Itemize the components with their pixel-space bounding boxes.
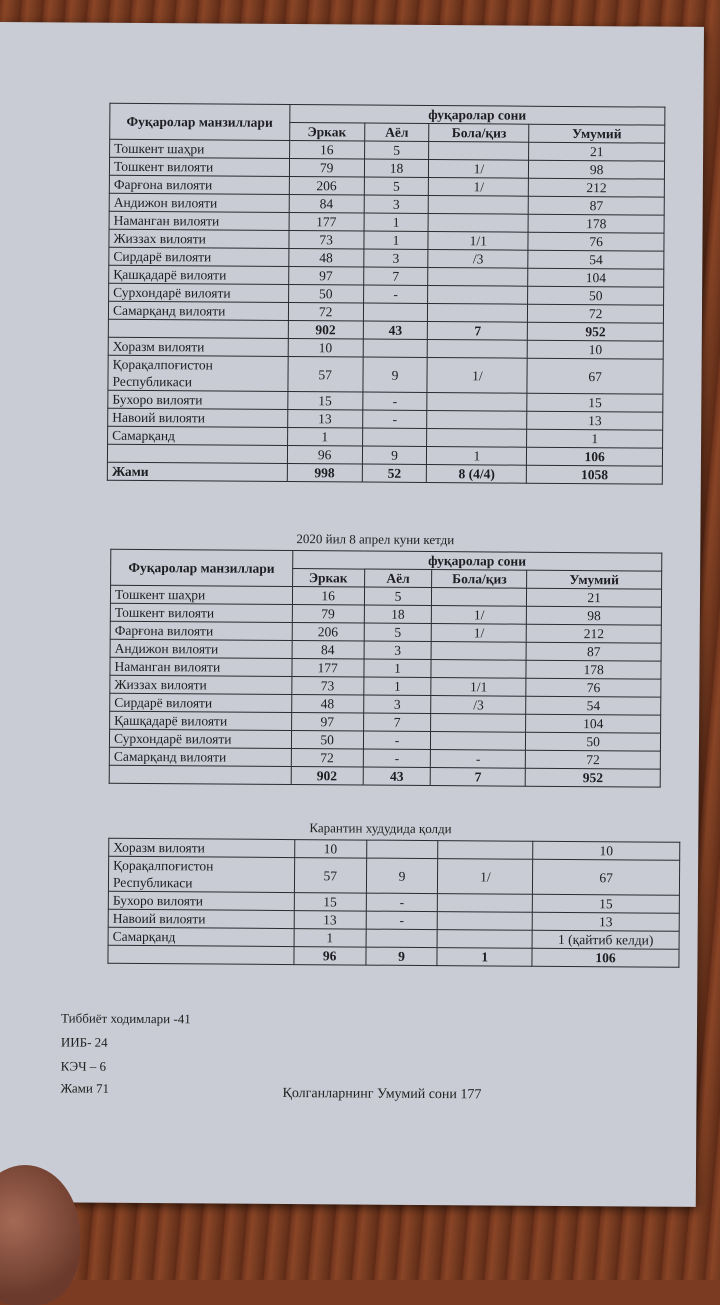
count-cell: 54 [528, 250, 664, 269]
count-cell: 1/ [427, 357, 527, 393]
count-cell [428, 267, 528, 286]
citizens-table-departed [109, 549, 663, 788]
count-cell [363, 303, 428, 321]
count-cell: 1/ [429, 177, 529, 196]
count-cell: 76 [528, 232, 664, 251]
count-cell: 43 [363, 321, 428, 339]
region-cell: Самарқанд вилояти [109, 747, 291, 766]
count-cell: 98 [527, 606, 662, 625]
count-cell: 79 [289, 159, 364, 178]
count-cell: 87 [526, 642, 661, 661]
count-cell: 87 [528, 196, 664, 215]
count-cell: 9 [366, 858, 438, 894]
count-cell: 13 [294, 911, 366, 930]
count-cell: 902 [288, 321, 363, 340]
region-cell: Навоий вилояти [108, 408, 288, 427]
region-cell: Хоразм вилояти [108, 337, 288, 356]
count-cell: 73 [289, 231, 364, 250]
col-total: Умумий [529, 124, 665, 143]
header-addresses: Фуқаролар манзиллари [111, 549, 293, 586]
table-row [108, 945, 679, 967]
region-cell [107, 444, 287, 463]
count-cell: 97 [291, 713, 363, 732]
count-cell: 50 [291, 731, 363, 750]
count-cell: 13 [287, 410, 362, 429]
region-cell: Фарғона вилояти [109, 175, 289, 194]
count-cell [366, 840, 438, 859]
count-cell: 43 [363, 767, 431, 785]
caption-quarantine: Карантин худудида қолди [309, 820, 452, 837]
col-male: Эркак [292, 569, 364, 588]
count-cell [438, 894, 533, 913]
region-cell: Хоразм вилояти [109, 838, 295, 857]
count-cell: 18 [364, 159, 429, 177]
region-cell: Самарқанд [108, 426, 288, 445]
count-cell: 902 [291, 767, 363, 786]
count-cell: 7 [363, 713, 431, 731]
count-cell: 998 [287, 464, 362, 483]
caption-departed: 2020 йил 8 апрел куни кетди [296, 531, 455, 548]
count-cell: 3 [363, 249, 428, 267]
count-cell [429, 195, 529, 214]
table-row [108, 355, 663, 394]
count-cell: 67 [533, 859, 680, 895]
count-cell: 21 [527, 588, 662, 607]
count-cell [428, 339, 528, 358]
count-cell [427, 392, 527, 411]
count-cell [362, 428, 427, 446]
region-cell: Тошкент шаҳри [110, 585, 292, 604]
region-cell: Наманган вилояти [109, 211, 289, 230]
count-cell: 54 [526, 696, 661, 715]
count-cell [429, 141, 529, 160]
count-cell: 13 [532, 912, 679, 931]
count-cell: 104 [526, 714, 661, 733]
count-cell: - [431, 750, 526, 769]
region-cell: Жиззах вилояти [110, 675, 292, 694]
count-cell: - [366, 893, 438, 912]
citizens-table-quarantine [107, 838, 680, 968]
count-cell: /3 [428, 249, 528, 268]
count-cell: 5 [364, 177, 429, 195]
count-cell: 72 [291, 749, 363, 768]
region-cell: Фарғона вилояти [110, 621, 292, 640]
count-cell: 15 [288, 392, 363, 411]
count-cell: 48 [289, 249, 364, 268]
count-cell: 952 [528, 322, 664, 341]
count-cell: 84 [289, 195, 364, 214]
region-cell: Андижон вилояти [109, 193, 289, 212]
count-cell: - [362, 392, 427, 410]
count-cell: 10 [288, 339, 363, 358]
count-cell [438, 841, 533, 860]
region-cell: Бухоро вилояти [108, 891, 294, 910]
count-cell: 212 [529, 178, 665, 197]
col-children: Бола/қиз [429, 123, 529, 142]
count-cell: 10 [533, 841, 680, 860]
region-cell [108, 319, 288, 338]
count-cell: 952 [525, 768, 660, 787]
count-cell: 72 [288, 303, 363, 322]
count-cell: 57 [288, 357, 363, 393]
note-police: ИИБ- 24 [60, 1034, 108, 1050]
count-cell: 7 [431, 768, 526, 787]
count-cell: 48 [291, 695, 363, 714]
count-cell: - [363, 285, 428, 303]
count-cell: 7 [428, 321, 528, 340]
region-cell: Тошкент вилояти [109, 157, 289, 176]
region-cell: Тошкент вилояти [110, 603, 292, 622]
count-cell: 10 [527, 340, 663, 359]
count-cell: 1 [364, 231, 429, 249]
count-cell: 5 [364, 623, 432, 641]
region-cell: Қашқадарё вилояти [109, 265, 289, 284]
region-cell: Жами [107, 462, 287, 481]
count-cell: 15 [533, 894, 680, 913]
count-cell [428, 303, 528, 322]
count-cell: - [363, 731, 431, 749]
count-cell: 1 [287, 428, 362, 447]
region-cell: Бухоро вилояти [108, 390, 288, 409]
count-cell: 1 [427, 446, 527, 465]
region-cell: Қорақалпоғистон Республикаси [108, 856, 294, 892]
count-cell: 84 [292, 641, 364, 660]
count-cell: 96 [287, 446, 362, 465]
count-cell: 3 [364, 641, 432, 659]
count-cell: 16 [289, 141, 364, 160]
count-cell: 96 [294, 947, 366, 966]
note-staff-total: Жами 71 [60, 1080, 110, 1096]
count-cell: 1/ [429, 159, 529, 178]
count-cell: 10 [294, 840, 366, 859]
count-cell: 1058 [527, 465, 663, 484]
count-cell: - [362, 410, 427, 428]
count-cell: 98 [529, 160, 665, 179]
region-cell [108, 945, 294, 964]
count-cell: 106 [532, 948, 679, 967]
region-cell: Андижон вилояти [110, 639, 292, 658]
count-cell: 50 [288, 285, 363, 304]
count-cell: 106 [527, 447, 663, 466]
count-cell: 3 [363, 695, 431, 713]
region-cell: Сирдарё вилояти [110, 693, 292, 712]
header-citizens-count: фуқаролар сони [292, 551, 661, 572]
region-cell: Сурхондарё вилояти [109, 729, 291, 748]
count-cell: 52 [362, 464, 427, 482]
col-total: Умумий [527, 570, 662, 589]
count-cell: 178 [528, 214, 664, 233]
count-cell: 57 [294, 858, 366, 894]
region-cell: Сурхондарё вилояти [109, 283, 289, 302]
count-cell: 73 [291, 677, 363, 696]
count-cell: 16 [292, 587, 364, 606]
count-cell [438, 912, 533, 931]
count-cell [432, 588, 527, 607]
count-cell: 9 [362, 446, 427, 464]
count-cell [438, 930, 533, 949]
count-cell: 206 [289, 177, 364, 196]
table-row [108, 856, 679, 895]
count-cell: 1/ [432, 606, 527, 625]
col-children: Бола/қиз [432, 570, 527, 589]
count-cell: 104 [528, 268, 664, 287]
count-cell: 1 [363, 677, 431, 695]
count-cell [429, 213, 529, 232]
count-cell: 177 [292, 659, 364, 678]
count-cell: 1 [294, 929, 366, 948]
count-cell: 67 [527, 358, 663, 394]
note-kech: КЭЧ – 6 [60, 1058, 107, 1074]
col-female: Аёл [364, 123, 429, 141]
region-cell: Наманган вилояти [110, 657, 292, 676]
count-cell: 1/ [438, 859, 533, 895]
count-cell: 178 [526, 660, 661, 679]
table-row [107, 462, 662, 484]
count-cell: 9 [366, 947, 438, 966]
count-cell: 15 [527, 393, 663, 412]
count-cell: 1/ [432, 624, 527, 643]
region-cell: Жиззах вилояти [109, 229, 289, 248]
count-cell: 1 [363, 659, 431, 677]
count-cell [427, 428, 527, 447]
count-cell: 18 [364, 605, 432, 623]
count-cell [431, 714, 526, 733]
region-cell: Қорақалпоғистон Республикаси [108, 355, 288, 391]
col-male: Эркак [289, 123, 364, 142]
count-cell [428, 285, 528, 304]
count-cell: 206 [292, 623, 364, 642]
count-cell: 13 [527, 411, 663, 430]
count-cell [431, 642, 526, 661]
count-cell: 1/1 [428, 231, 528, 250]
count-cell: 72 [526, 750, 661, 769]
col-female: Аёл [364, 569, 432, 587]
count-cell: 50 [528, 286, 664, 305]
count-cell: 1 [364, 213, 429, 231]
region-cell: Сирдарё вилояти [109, 247, 289, 266]
document-page [0, 22, 704, 1207]
citizens-table-total [107, 103, 666, 485]
count-cell: 1 (қайтиб келди) [532, 930, 679, 949]
count-cell: 76 [526, 678, 661, 697]
count-cell [366, 929, 438, 948]
count-cell [363, 339, 428, 357]
region-cell: Самарқанд [108, 927, 294, 946]
count-cell: - [363, 749, 431, 767]
note-medical-staff: Тиббиёт ходимлари -41 [60, 1010, 191, 1027]
count-cell [427, 410, 527, 429]
header-citizens-count: фуқаролар сони [290, 105, 665, 126]
count-cell: 212 [526, 624, 661, 643]
region-cell: Навоий вилояти [108, 909, 294, 928]
count-cell: 1/1 [431, 678, 526, 697]
count-cell: 7 [363, 267, 428, 285]
region-cell: Қашқадарё вилояти [110, 711, 292, 730]
count-cell: 3 [364, 195, 429, 213]
count-cell: 1 [527, 429, 663, 448]
count-cell: 21 [529, 142, 665, 161]
count-cell: 15 [294, 893, 366, 912]
count-cell: 177 [289, 213, 364, 232]
region-cell: Тошкент шаҳри [110, 139, 290, 158]
count-cell: - [366, 911, 438, 930]
table-row [109, 765, 660, 787]
region-cell [109, 765, 291, 784]
count-cell: 5 [364, 141, 429, 159]
region-cell: Самарқанд вилояти [108, 301, 288, 320]
count-cell: 50 [526, 732, 661, 751]
count-cell: 97 [288, 267, 363, 286]
count-cell [431, 732, 526, 751]
count-cell: 79 [292, 605, 364, 624]
count-cell: 5 [364, 587, 432, 605]
count-cell [431, 660, 526, 679]
header-addresses: Фуқаролар манзиллари [110, 103, 290, 140]
count-cell: 9 [363, 357, 428, 392]
count-cell: 72 [528, 304, 664, 323]
remaining-total: Қолганларнинг Умумий сони 177 [282, 1085, 482, 1103]
count-cell: 1 [437, 948, 532, 967]
count-cell: /3 [431, 696, 526, 715]
count-cell: 8 (4/4) [427, 464, 527, 483]
